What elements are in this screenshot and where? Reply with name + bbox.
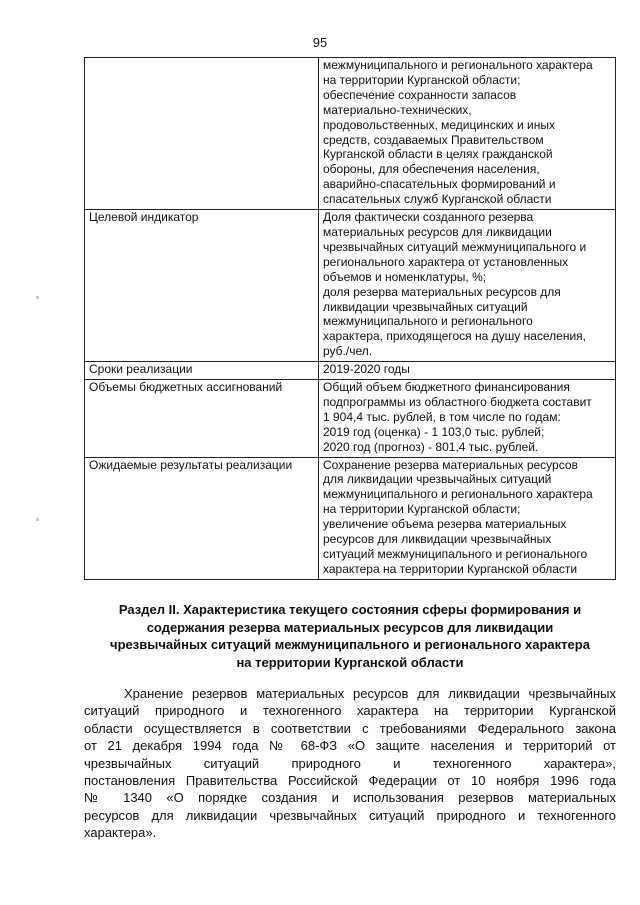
value-line: спасательных служб Курганской области xyxy=(323,192,552,207)
value-line: средств, создаваемых Правительством xyxy=(323,132,544,147)
value-line: руб./чел. xyxy=(323,344,373,359)
table-row xyxy=(85,380,616,458)
paragraph-line: постановления Правительства Российской Федерации от 10 ноября 1996 года xyxy=(84,773,616,789)
value-line: подпрограммы из областного бюджета составит xyxy=(323,394,592,409)
table-row xyxy=(85,210,616,362)
heading-line: содержания резерва материальных ресурсов для ликвидации xyxy=(146,619,554,635)
paragraph-line: от 21 декабря 1994 года № 68-ФЗ «О защите населения и территорий от xyxy=(84,738,616,754)
value-line: Сохранение резерва материальных ресурсов xyxy=(323,457,578,472)
value-line: 2019 год (оценка) - 1 103,0 тыс. рублей; xyxy=(323,424,545,439)
row-label: Сроки реализации xyxy=(85,362,319,380)
scan-dot xyxy=(36,518,39,521)
value-line: межмуниципального и регионального xyxy=(323,314,533,329)
value-line: ситуаций межмуниципального и регионального xyxy=(323,547,588,561)
page-number: 95 xyxy=(312,35,328,50)
row-label: Объемы бюджетных ассигнований xyxy=(85,380,319,458)
table-row xyxy=(85,457,616,579)
value-line: обеспечение сохранности запасов xyxy=(323,87,517,102)
paragraph-line: характера». xyxy=(84,825,157,841)
value-line: для ликвидации чрезвычайных ситуаций xyxy=(323,472,552,487)
row-value xyxy=(319,362,616,380)
paragraph-line: Хранение резервов материальных ресурсов для ликвидации чрезвычайных xyxy=(124,686,616,701)
row-label: Целевой индикатор xyxy=(85,210,319,362)
value-line: 1 904,4 тыс. рублей, в том числе по годам: xyxy=(323,409,561,424)
paragraph-line: чрезвычайных ситуаций природного и техногенного характера», xyxy=(84,755,616,771)
value-line: продовольственных, медицинских и иных xyxy=(323,117,555,132)
passport-table xyxy=(84,57,616,580)
value-line: межмуниципального и регионального характера xyxy=(323,58,593,72)
paragraph-line: ресурсов для ликвидации чрезвычайных ситуаций природного и техногенного xyxy=(84,807,616,823)
value-line: характера, приходящегося на душу населения, xyxy=(323,329,587,344)
value-line: 2020 год (прогноз) - 801,4 тыс. рублей. xyxy=(323,439,539,454)
row-value xyxy=(319,457,616,579)
value-line: характера на территории Курганской области xyxy=(323,561,578,576)
value-line: ресурсов для ликвидации чрезвычайных xyxy=(323,532,552,547)
value-line: обороны, для обеспечения населения, xyxy=(323,162,540,177)
row-label xyxy=(85,58,319,210)
value-line: 2019-2020 годы xyxy=(323,362,410,377)
table-row xyxy=(85,58,616,210)
value-line: материально-технических, xyxy=(323,102,472,117)
body-paragraph xyxy=(84,685,616,842)
paragraph-line: ситуаций природного и техногенного характера на территории Курганской xyxy=(84,703,616,719)
row-value xyxy=(319,58,616,210)
scan-dot xyxy=(36,296,39,299)
value-line: объемов и номенклатуры, %; xyxy=(323,269,487,284)
paragraph-line: области осуществляется в соответствии с требованиями Федерального закона xyxy=(84,720,616,736)
row-label: Ожидаемые результаты реализации xyxy=(85,457,319,579)
row-value xyxy=(319,210,616,362)
value-line: материальных ресурсов для ликвидации xyxy=(323,224,552,239)
section-heading xyxy=(84,601,616,671)
heading-line: на территории Курганской области xyxy=(236,654,464,670)
value-line: чрезвычайных ситуаций межмуниципального и xyxy=(323,239,587,254)
value-line: регионального характера от установленных xyxy=(323,254,569,269)
paragraph-line: № 1340 «О порядке создания и использования резервов материальных xyxy=(84,790,616,806)
value-line: доля резерва материальных ресурсов для xyxy=(323,284,561,299)
value-line: ликвидации чрезвычайных ситуаций xyxy=(323,299,528,314)
heading-line: чрезвычайных ситуаций межмуниципального и регионального характера xyxy=(110,637,590,653)
value-line: межмуниципального и регионального характера xyxy=(323,487,593,502)
value-line: Общий объем бюджетного финансирования xyxy=(323,380,570,395)
heading-line: Раздел II. Характеристика текущего состояния сферы формирования и xyxy=(118,602,582,617)
value-line: Курганской области в целях гражданской xyxy=(323,147,553,162)
value-line: Доля фактически созданного резерва xyxy=(323,210,534,225)
value-line: увеличение объема резерва материальных xyxy=(323,517,567,532)
value-line: аварийно-спасательных формирований и xyxy=(323,177,556,192)
row-value xyxy=(319,380,616,458)
table-row xyxy=(85,362,616,380)
value-line: на территории Курганской области; xyxy=(323,502,521,517)
value-line: на территории Курганской области; xyxy=(323,72,521,87)
